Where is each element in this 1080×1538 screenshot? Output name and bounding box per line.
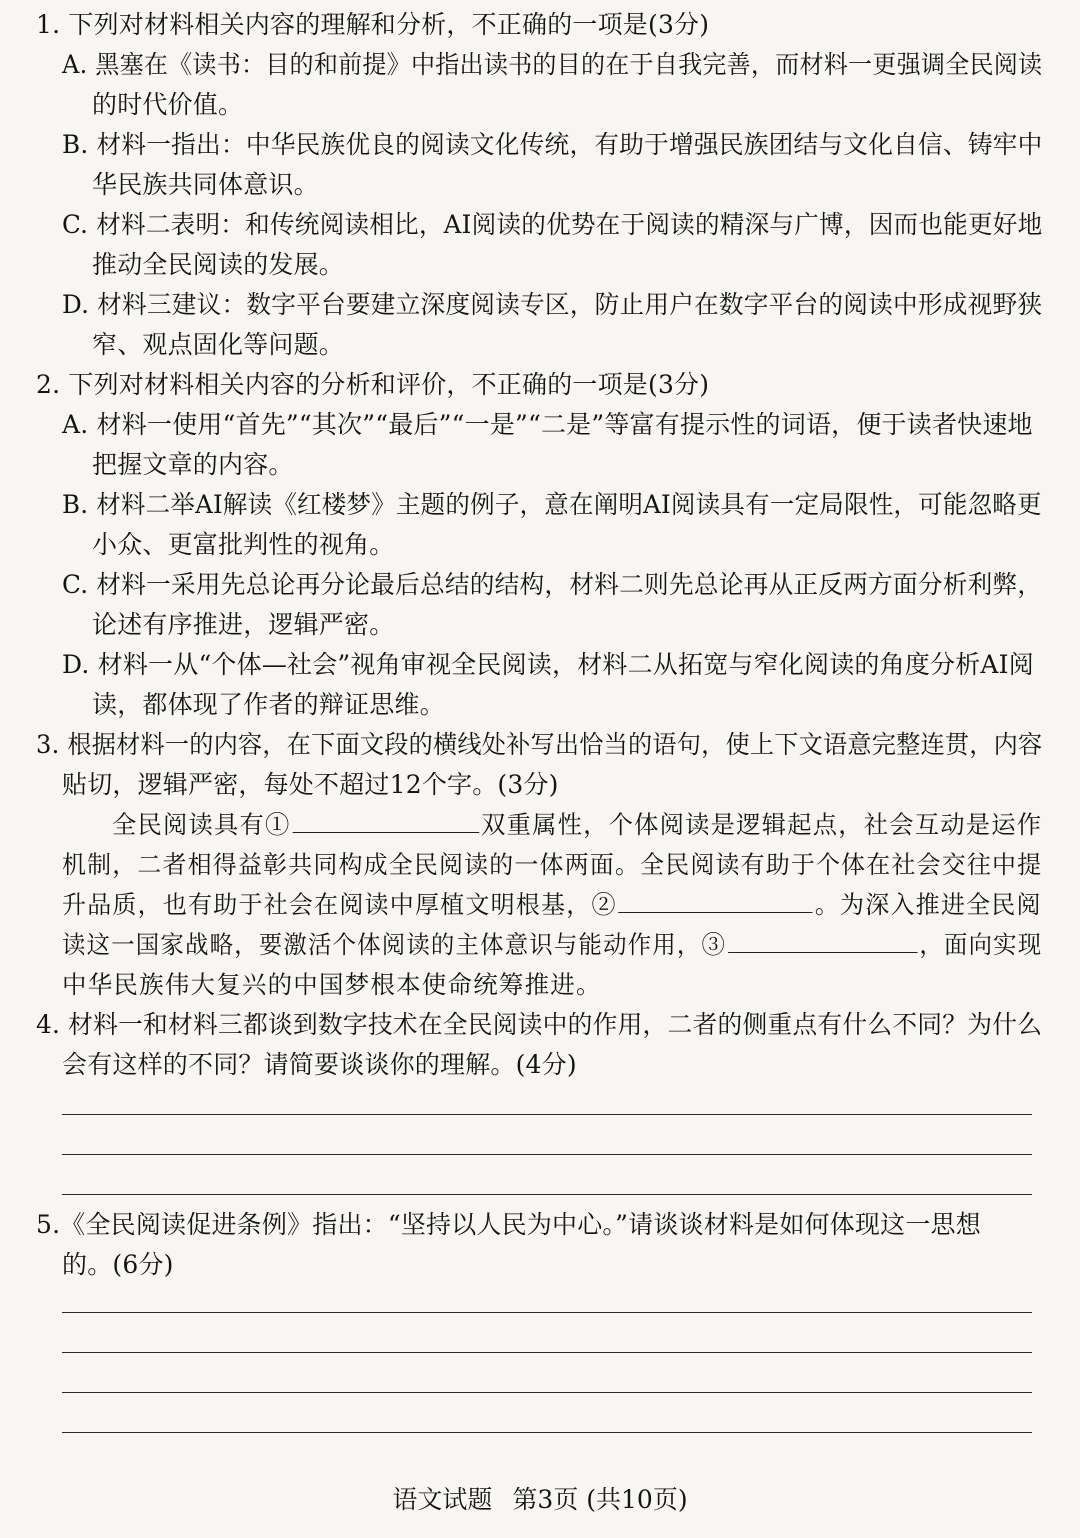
q1-option-c-cont: 推动全民阅读的发展。 — [92, 250, 345, 279]
q2-stem: 2. 下列对材料相关内容的分析和评价，不正确的一项是(3分) — [36, 370, 710, 399]
q1-option-a-cont: 的时代价值。 — [92, 90, 244, 119]
q1-option-b-cont: 华民族共同体意识。 — [92, 170, 319, 199]
q3-passage-line-3 — [62, 885, 1042, 925]
q3-passage-text: 读这一国家战略，要激活个体阅读的主体意识与能动作用，③ — [62, 930, 727, 959]
q5-answer-line[interactable] — [62, 1352, 1032, 1353]
q5-stem: 5.《全民阅读促进条例》指出：“坚持以人民为中心。”请谈谈材料是如何体现这一思想 — [36, 1210, 981, 1239]
q4-stem: 4. 材料一和材料三都谈到数字技术在全民阅读中的作用，二者的侧重点有什么不同？为什么 — [36, 1010, 1043, 1039]
q3-passage-text: 全民阅读具有① — [112, 810, 291, 839]
q3-passage-text: 。为深入推进全民阅 — [814, 890, 1042, 919]
q1-option-d: D. 材料三建议：数字平台要建立深度阅读专区，防止用户在数字平台的阅读中形成视野狭 — [62, 290, 1043, 319]
q1-option-a: A. 黑塞在《读书：目的和前提》中指出读书的目的在于自我完善，而材料一更强调全民阅读 — [62, 50, 1043, 79]
q5-stem-cont: 的。(6分) — [62, 1250, 174, 1279]
q3-passage-text: ，面向实现 — [919, 930, 1043, 959]
q2-option-a-cont: 把握文章的内容。 — [92, 450, 294, 479]
q5-answer-line[interactable] — [62, 1312, 1032, 1313]
q4-answer-line[interactable] — [62, 1154, 1032, 1155]
q3-passage-line-5: 中华民族伟大复兴的中国梦根本使命统筹推进。 — [62, 970, 602, 999]
q5-answer-line[interactable] — [62, 1392, 1032, 1393]
q4-stem-cont: 会有这样的不同？请简要谈谈你的理解。(4分) — [62, 1050, 577, 1079]
q5-answer-line[interactable] — [62, 1432, 1032, 1433]
q3-passage-line-1 — [112, 805, 1042, 845]
q2-option-c: C. 材料一采用先总论再分论最后总结的结构，材料二则先总论再从正反两方面分析利弊， — [62, 570, 1043, 599]
q1-stem: 1. 下列对材料相关内容的理解和分析，不正确的一项是(3分) — [36, 10, 710, 39]
q3-passage-line-4 — [62, 925, 1042, 965]
q3-blank-1[interactable] — [293, 806, 480, 833]
q3-passage-text: 升品质，也有助于社会在阅读中厚植文明根基，② — [62, 890, 617, 919]
q1-option-b: B. 材料一指出：中华民族优良的阅读文化传统，有助于增强民族团结与文化自信、铸牢中 — [62, 130, 1043, 159]
q3-blank-2[interactable] — [619, 886, 813, 913]
q3-stem-cont: 贴切，逻辑严密，每处不超过12个字。(3分) — [62, 770, 559, 799]
q2-option-d: D. 材料一从“个体—社会”视角审视全民阅读，材料二从拓宽与窄化阅读的角度分析AI阅 — [62, 650, 1034, 679]
q4-answer-line[interactable] — [62, 1194, 1032, 1195]
q2-option-b-cont: 小众、更富批判性的视角。 — [92, 530, 395, 559]
footer-page-number: 第3页 (共10页) — [512, 1485, 688, 1514]
q2-option-d-cont: 读，都体现了作者的辩证思维。 — [92, 690, 445, 719]
page-footer — [0, 1480, 1080, 1520]
footer-subject: 语文试题 — [392, 1485, 493, 1514]
q1-option-c: C. 材料二表明：和传统阅读相比，AI阅读的优势在于阅读的精深与广博，因而也能更好地 — [62, 210, 1043, 239]
q2-option-c-cont: 论述有序推进，逻辑严密。 — [92, 610, 395, 639]
q3-passage-line-2: 机制，二者相得益彰共同构成全民阅读的一体两面。全民阅读有助于个体在社会交往中提 — [62, 850, 1043, 879]
q4-answer-line[interactable] — [62, 1114, 1032, 1115]
q2-option-a: A. 材料一使用“首先”“其次”“最后”“一是”“二是”等富有提示性的词语，便于读者快速地 — [62, 410, 1033, 439]
q1-option-d-cont: 窄、观点固化等问题。 — [92, 330, 345, 359]
q2-option-b: B. 材料二举AI解读《红楼梦》主题的例子，意在阐明AI阅读具有一定局限性，可能忽略更 — [62, 490, 1042, 519]
q3-passage-text: 双重属性，个体阅读是逻辑起点，社会互动是运作 — [481, 810, 1043, 839]
q3-stem: 3. 根据材料一的内容，在下面文段的横线处补写出恰当的语句，使上下文语意完整连贯，内容 — [36, 730, 1043, 759]
q3-blank-3[interactable] — [728, 926, 917, 953]
